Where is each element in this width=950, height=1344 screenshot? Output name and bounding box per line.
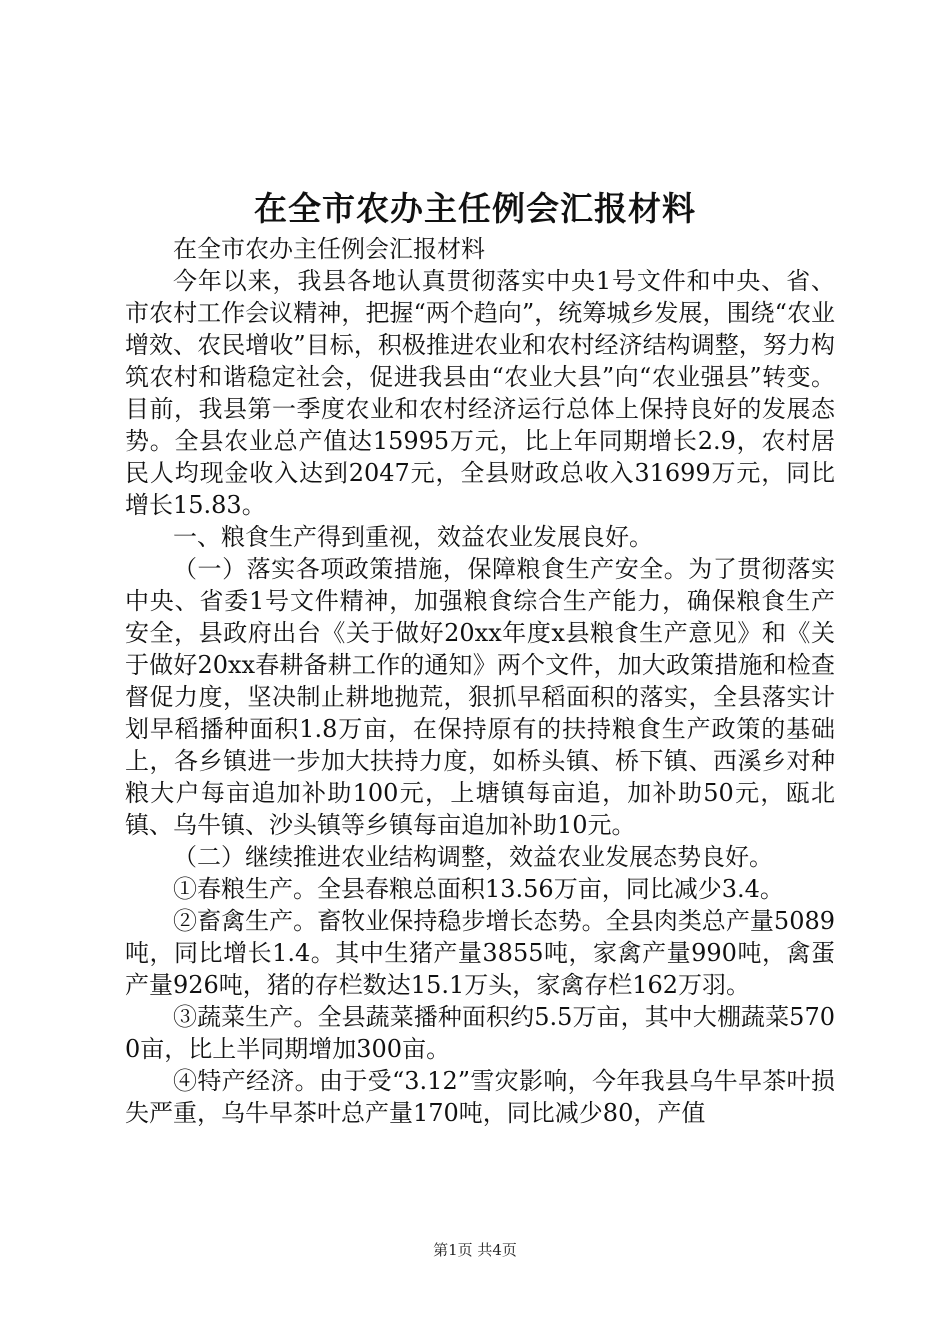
subsection-heading-2: （二）继续推进农业结构调整，效益农业发展态势良好。 bbox=[173, 843, 773, 871]
page-footer: 第1页 共4页 bbox=[433, 1241, 517, 1259]
paragraph-livestock: ②畜禽生产。畜牧业保持稳步增长态势。全县肉类总产量5089吨，同比增长1.4。其中生猪产量3855吨，家禽产量990吨，禽蛋产量926吨，猪的存栏数达15.1万头，家禽存栏162万羽。 bbox=[125, 907, 835, 999]
paragraph-vegetables: ③蔬菜生产。全县蔬菜播种面积约5.5万亩，其中大棚蔬菜5700亩，比上半同期增加300亩。 bbox=[125, 1003, 835, 1063]
paragraph-specialty: ④特产经济。由于受“3.12”雪灾影响，今年我县乌牛早茶叶损失严重，乌牛早茶叶总产量170吨，同比减少80，产值 bbox=[125, 1067, 835, 1127]
section-heading-1: 一、粮食生产得到重视，效益农业发展良好。 bbox=[173, 523, 653, 551]
document-body bbox=[125, 233, 835, 1129]
document-title: 在全市农办主任例会汇报材料 bbox=[254, 189, 696, 228]
paragraph-subtitle: 在全市农办主任例会汇报材料 bbox=[173, 235, 485, 263]
paragraph-intro: 今年以来，我县各地认真贯彻落实中央1号文件和中央、省、市农村工作会议精神，把握“两个趋向”，统筹城乡发展，围绕“农业增效、农民增收”目标，积极推进农业和农村经济结构调整，努力构筑农村和谐稳定社会，促进我县由“农业大县”向“农业强县”转变。目前，我县第一季度农业和农村经济运行总体上保持良好的发展态势。全县农业总产值达15995万元，比上年同期增长2.9，农村居民人均现金收入达到2047元，全县财政总收入31699万元，同比增长15.83。 bbox=[125, 267, 835, 519]
paragraph-spring-grain: ①春粮生产。全县春粮总面积13.56万亩，同比减少3.4。 bbox=[173, 875, 784, 903]
paragraph-policy: （一）落实各项政策措施，保障粮食生产安全。为了贯彻落实中央、省委1号文件精神，加强粮食综合生产能力，确保粮食生产安全，县政府出台《关于做好20xx年度x县粮食生产意见》和《关于做好20xx春耕备耕工作的通知》两个文件，加大政策措施和检查督促力度，坚决制止耕地抛荒，狠抓早稻面积的落实，全县落实计划早稻播种面积1.8万亩，在保持原有的扶持粮食生产政策的基础上，各乡镇进一步加大扶持力度，如桥头镇、桥下镇、西溪乡对种粮大户每亩追加补助100元，上塘镇每亩追，加补助50元，瓯北镇、乌牛镇、沙头镇等乡镇每亩追加补助10元。 bbox=[125, 555, 835, 839]
